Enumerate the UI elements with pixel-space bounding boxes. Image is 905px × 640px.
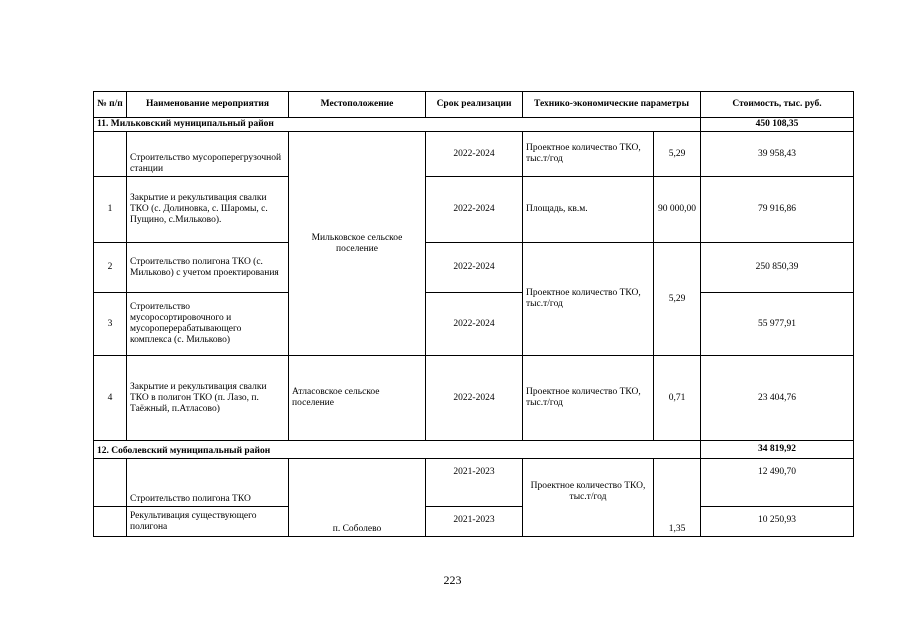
row-param: Проектное количество ТКО, тыс.т/год <box>523 459 654 537</box>
row-period: 2022-2024 <box>426 243 523 293</box>
row-period: 2022-2024 <box>426 293 523 356</box>
row-num: 2 <box>94 243 127 293</box>
row-cost: 39 958,43 <box>701 132 854 177</box>
row-period: 2021-2023 <box>426 459 523 507</box>
row-location: Мильковское сельское поселение <box>289 132 426 356</box>
row-param: Проектное количество ТКО, тыс.т/год <box>523 356 654 441</box>
row-name: Строительство мусоросортировочного и мусороперерабатывающего комплекса (с. Мильково) <box>127 293 289 356</box>
table-row <box>94 459 854 507</box>
row-period: 2021-2023 <box>426 507 523 537</box>
row-name: Строительство мусороперегрузочной станции <box>127 132 289 177</box>
table-row <box>94 507 854 537</box>
table-row <box>94 243 854 293</box>
table-row <box>94 356 854 441</box>
section-total: 450 108,35 <box>701 118 854 132</box>
table-row <box>94 132 854 177</box>
header-cost: Стоимость, тыс. руб. <box>701 92 854 118</box>
row-value: 5,29 <box>654 243 701 356</box>
row-name: Рекультивация существующего полигона <box>127 507 289 537</box>
section-row <box>94 118 854 132</box>
row-num <box>94 132 127 177</box>
row-param: Проектное количество ТКО, тыс.т/год <box>523 243 654 356</box>
row-cost: 79 916,86 <box>701 177 854 243</box>
row-period: 2022-2024 <box>426 356 523 441</box>
row-name: Строительство полигона ТКО <box>127 459 289 507</box>
row-name: Закрытие и рекультивация свалки ТКО в полигон ТКО (п. Лазо, п. Таёжный, п.Атласово) <box>127 356 289 441</box>
section-title: 12. Соболевский муниципальный район <box>94 441 701 459</box>
row-cost: 55 977,91 <box>701 293 854 356</box>
section-row <box>94 441 854 459</box>
row-cost: 250 850,39 <box>701 243 854 293</box>
header-location: Местоположение <box>289 92 426 118</box>
document-table <box>93 91 854 537</box>
row-value: 0,71 <box>654 356 701 441</box>
row-param: Площадь, кв.м. <box>523 177 654 243</box>
row-name: Строительство полигона ТКО (с. Мильково) с учетом проектирования <box>127 243 289 293</box>
row-num: 1 <box>94 177 127 243</box>
row-period: 2022-2024 <box>426 132 523 177</box>
row-name: Закрытие и рекультивация свалки ТКО (с. Долиновка, с. Шаромы, с. Пущино, с.Мильково). <box>127 177 289 243</box>
row-cost: 12 490,70 <box>701 459 854 507</box>
row-cost: 23 404,76 <box>701 356 854 441</box>
section-title: 11. Мильковский муниципальный район <box>94 118 701 132</box>
page-number: 223 <box>443 573 462 587</box>
row-value: 5,29 <box>654 132 701 177</box>
header-tech: Технико-экономические параметры <box>523 92 701 118</box>
row-num: 4 <box>94 356 127 441</box>
row-num <box>94 459 127 507</box>
header-name: Наименование мероприятия <box>127 92 289 118</box>
row-cost: 10 250,93 <box>701 507 854 537</box>
section-total: 34 819,92 <box>701 441 854 459</box>
table-row <box>94 293 854 356</box>
table-row <box>94 177 854 243</box>
row-period: 2022-2024 <box>426 177 523 243</box>
row-value: 1,35 <box>654 459 701 537</box>
row-num <box>94 507 127 537</box>
header-period: Срок реализации <box>426 92 523 118</box>
row-value: 90 000,00 <box>654 177 701 243</box>
header-num: № п/п <box>94 92 127 118</box>
header-row <box>94 92 854 118</box>
row-num: 3 <box>94 293 127 356</box>
row-location: п. Соболево <box>289 459 426 537</box>
row-location: Атласовское сельское поселение <box>289 356 426 441</box>
row-param: Проектное количество ТКО, тыс.т/год <box>523 132 654 177</box>
